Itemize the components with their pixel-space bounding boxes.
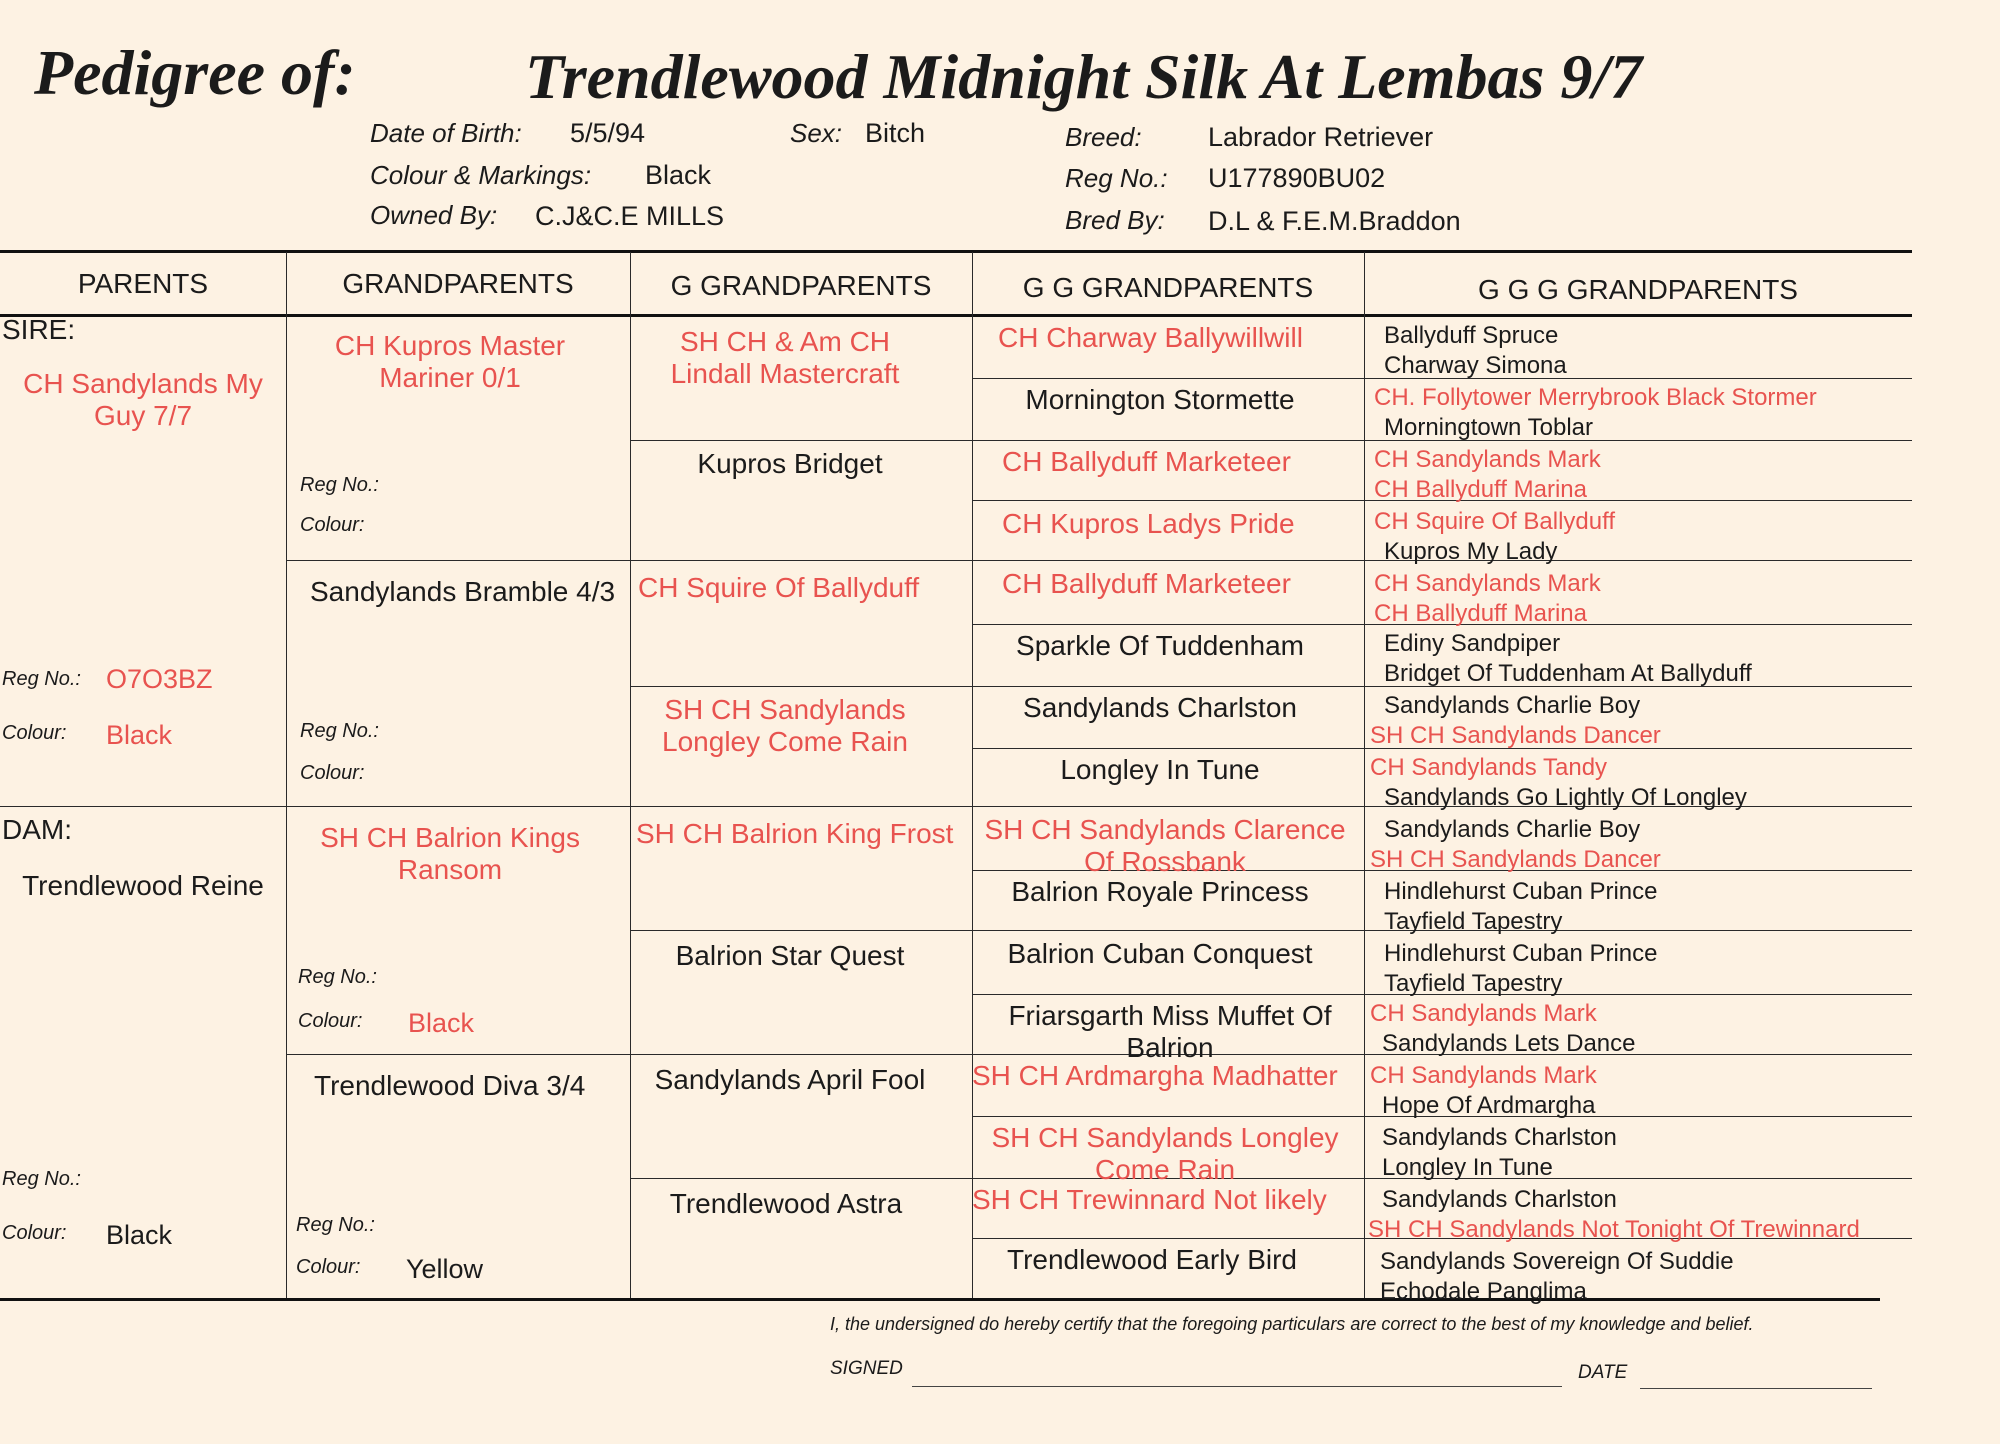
grandparent-reg-label: Reg No.:	[300, 474, 379, 496]
grandparent-colour-label: Colour:	[300, 762, 365, 784]
ggg-grandparent: Bridget Of Tuddenham At Ballyduff	[1384, 660, 1752, 687]
dam-colour-label: Colour:	[2, 1222, 67, 1244]
ggg-grandparent: CH Sandylands Tandy	[1370, 754, 1608, 781]
grandparent-reg-label: Reg No.:	[300, 720, 379, 742]
col-divider-3	[972, 252, 973, 1298]
bred-by-value: D.L & F.E.M.Braddon	[1208, 206, 1461, 236]
grandparent-name: CH Kupros Master Mariner 0/1	[334, 330, 566, 393]
row-separator-ggp	[630, 440, 1912, 441]
breed-value: Labrador Retriever	[1208, 122, 1434, 152]
ggg-grandparent: CH Sandylands Mark	[1374, 570, 1601, 597]
ggg-grandparent: SH CH Sandylands Dancer	[1370, 846, 1661, 873]
certification-text: I, the undersigned do hereby certify that the foregoing particulars are correct to the best of my knowledge and belief.	[830, 1314, 1754, 1334]
gg-grandparent: Trendlewood Early Bird	[1007, 1244, 1297, 1275]
gg-grandparent: Sandylands Charlston	[1023, 692, 1297, 723]
sire-colour-value: Black	[106, 720, 173, 750]
gg-grandparent: Friarsgarth Miss Muffet Of Balrion	[1008, 1000, 1332, 1063]
row-separator-ggp	[630, 930, 1912, 931]
ggg-grandparent: Sandylands Charlie Boy	[1384, 692, 1641, 719]
grandparent-reg-label: Reg No.:	[296, 1214, 375, 1236]
colour-markings-value: Black	[645, 160, 712, 190]
grandparent-name: Sandylands Bramble 4/3	[310, 576, 616, 607]
ggg-grandparent: CH Sandylands Mark	[1370, 1062, 1597, 1089]
ggg-grandparent: CH Sandylands Mark	[1370, 1000, 1597, 1027]
gg-grandparent: SH CH Trewinnard Not likely	[972, 1184, 1327, 1215]
col-divider-1	[286, 252, 287, 1298]
ggg-grandparent: Longley In Tune	[1382, 1154, 1553, 1181]
ggg-grandparent: CH. Follytower Merrybrook Black Stormer	[1374, 384, 1817, 411]
sire-label: SIRE:	[2, 314, 76, 345]
grandparent-reg-label: Reg No.:	[298, 966, 377, 988]
sex-value: Bitch	[865, 118, 926, 148]
col-header-ggg-grandparents: G G G GRANDPARENTS	[1478, 274, 1798, 305]
ggg-grandparent: Ballyduff Spruce	[1384, 322, 1559, 349]
gg-grandparent: Balrion Cuban Conquest	[1007, 938, 1313, 969]
date-label: DATE	[1578, 1362, 1628, 1383]
sire-colour-label: Colour:	[2, 722, 67, 744]
dob-label: Date of Birth:	[370, 118, 522, 148]
sire-name: CH Sandylands My Guy 7/7	[23, 368, 263, 431]
gg-grandparent: Sparkle Of Tuddenham	[1016, 630, 1304, 661]
owned-by-label: Owned By:	[370, 200, 498, 230]
gg-grandparent: CH Charway Ballywillwill	[998, 322, 1303, 353]
ggg-grandparent: Tayfield Tapestry	[1384, 970, 1563, 997]
gg-grandparent: SH CH Sandylands Longley Come Rain	[991, 1122, 1339, 1185]
gg-grandparent: CH Ballyduff Marketeer	[1002, 446, 1291, 477]
g-grandparent: CH Squire Of Ballyduff	[638, 572, 920, 603]
sire-reg-label: Reg No.:	[2, 668, 81, 690]
col-header-parents: PARENTS	[77, 268, 209, 299]
grandparent-colour-value: Yellow	[406, 1254, 484, 1284]
sire-reg-value: O7O3BZ	[106, 664, 213, 694]
col-header-gg-grandparents: G G GRANDPARENTS	[1022, 272, 1314, 303]
grandparent-colour-label: Colour:	[300, 514, 365, 536]
ggg-grandparent: Ediny Sandpiper	[1384, 630, 1561, 657]
dam-reg-label: Reg No.:	[2, 1168, 81, 1190]
dam-label: DAM:	[2, 814, 72, 845]
g-grandparent: Balrion Star Quest	[675, 940, 905, 971]
gg-grandparent: CH Ballyduff Marketeer	[1002, 568, 1291, 599]
bred-by-label: Bred By:	[1065, 205, 1165, 235]
ggg-grandparent: Sandylands Charlie Boy	[1384, 816, 1641, 843]
grandparent-name: Trendlewood Diva 3/4	[314, 1070, 586, 1101]
g-grandparent: Kupros Bridget	[697, 448, 883, 479]
colour-markings-label: Colour & Markings:	[370, 160, 592, 190]
ggg-grandparent: CH Ballyduff Marina	[1374, 476, 1587, 503]
signed-label: SIGNED	[830, 1358, 903, 1379]
table-bottom-rule	[0, 1298, 1880, 1301]
ggg-grandparent: SH CH Sandylands Dancer	[1370, 722, 1661, 749]
gg-grandparent: CH Kupros Ladys Pride	[1002, 508, 1295, 539]
gg-grandparent: SH CH Sandylands Clarence Of Rossbank	[984, 814, 1346, 877]
signature-line[interactable]	[912, 1386, 1562, 1387]
pedigree-label: Pedigree of:	[34, 37, 356, 108]
ggg-grandparent: Sandylands Charlston	[1382, 1186, 1617, 1213]
regno-label: Reg No.:	[1065, 163, 1168, 193]
g-grandparent: SH CH Balrion King Frost	[636, 818, 954, 849]
dob-value: 5/5/94	[570, 118, 646, 148]
ggg-grandparent: Hope Of Ardmargha	[1382, 1092, 1596, 1119]
gg-grandparent: Balrion Royale Princess	[1011, 876, 1309, 907]
ggg-grandparent: Sandylands Go Lightly Of Longley	[1384, 784, 1747, 811]
g-grandparent: SH CH Sandylands Longley Come Rain	[662, 694, 908, 757]
col-header-grandparents: GRANDPARENTS	[342, 268, 574, 299]
row-separator-gp	[286, 560, 1912, 561]
gg-grandparent: Longley In Tune	[1060, 754, 1260, 785]
ggg-grandparent: SH CH Sandylands Not Tonight Of Trewinnard	[1368, 1216, 1860, 1243]
breed-label: Breed:	[1065, 122, 1142, 152]
ggg-grandparent: CH Sandylands Mark	[1374, 446, 1601, 473]
gg-grandparent: Mornington Stormette	[1025, 384, 1295, 415]
grandparent-colour-label: Colour:	[296, 1256, 361, 1278]
gg-grandparent: SH CH Ardmargha Madhatter	[972, 1060, 1338, 1091]
g-grandparent: Sandylands April Fool	[654, 1064, 926, 1095]
ggg-grandparent: Sandylands Sovereign Of Suddie	[1380, 1248, 1734, 1275]
ggg-grandparent: CH Ballyduff Marina	[1374, 600, 1587, 627]
ggg-grandparent: Tayfield Tapestry	[1384, 908, 1563, 935]
ggg-grandparent: Sandylands Lets Dance	[1382, 1030, 1636, 1057]
ggg-grandparent: Hindlehurst Cuban Prince	[1384, 878, 1658, 905]
col-divider-2	[630, 252, 631, 1298]
ggg-grandparent: Charway Simona	[1384, 352, 1567, 379]
ggg-grandparent: Echodale Panglima	[1380, 1278, 1587, 1305]
g-grandparent: SH CH & Am CH Lindall Mastercraft	[670, 326, 900, 389]
owned-by-value: C.J&C.E MILLS	[535, 201, 725, 231]
dam-colour-value: Black	[106, 1220, 173, 1250]
regno-value: U177890BU02	[1208, 163, 1386, 193]
date-line[interactable]	[1640, 1388, 1872, 1389]
col-divider-4	[1364, 252, 1365, 1298]
dam-name: Trendlewood Reine	[22, 870, 264, 901]
ggg-grandparent: Sandylands Charlston	[1382, 1124, 1617, 1151]
grandparent-colour-label: Colour:	[298, 1010, 363, 1032]
grandparent-name: SH CH Balrion Kings Ransom	[320, 822, 580, 885]
dog-name: Trendlewood Midnight Silk At Lembas 9/7	[525, 41, 1643, 112]
ggg-grandparent: Hindlehurst Cuban Prince	[1384, 940, 1658, 967]
ggg-grandparent: CH Squire Of Ballyduff	[1374, 508, 1615, 535]
g-grandparent: Trendlewood Astra	[669, 1188, 903, 1219]
grandparent-colour-value: Black	[408, 1008, 475, 1038]
ggg-grandparent: Kupros My Lady	[1384, 538, 1558, 565]
ggg-grandparent: Morningtown Toblar	[1384, 414, 1594, 441]
sex-label: Sex:	[790, 118, 843, 148]
col-header-g-grandparents: G GRANDPARENTS	[670, 270, 932, 301]
